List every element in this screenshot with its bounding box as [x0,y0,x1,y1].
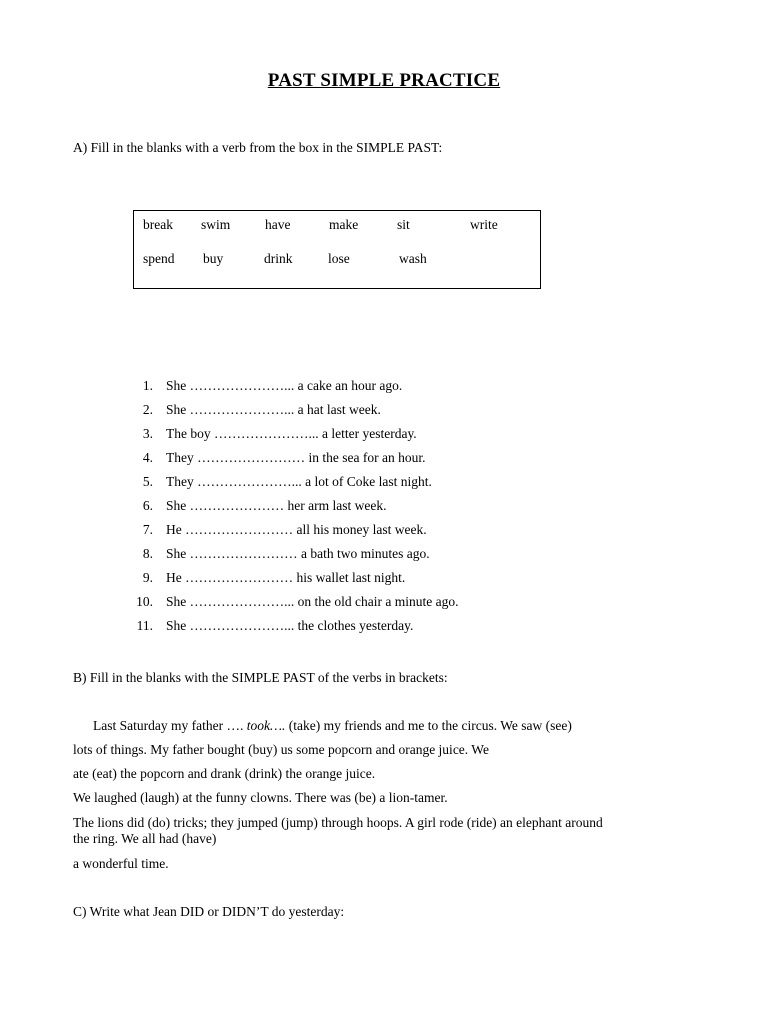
section-b-instruction: B) Fill in the blanks with the SIMPLE PAST of the verbs in brackets: [73,670,448,685]
verb-break: break [143,217,173,232]
item-number: 3. [142,426,153,441]
section-a-instruction: A) Fill in the blanks with a verb from the box in the SIMPLE PAST: [73,140,443,155]
item-text: She …………………... the clothes yesterday. [166,618,414,633]
verb-write: write [470,217,498,232]
item-text: She ………………… her arm last week. [166,498,387,513]
item-number: 10. [136,594,153,609]
verb-spend: spend [143,251,175,266]
verb-make: make [329,217,359,232]
item-text: She …………………... on the old chair a minute ago. [166,594,459,609]
story-line-1-post: (take) my friends and me to the circus. We saw (see) [285,718,572,733]
verb-have: have [265,217,291,232]
verb-swim: swim [201,217,231,232]
story-line-1 [93,718,572,734]
story-line-4: We laughed (laugh) at the funny clowns. There was (be) a lion-tamer. [73,790,448,805]
story-line-6: the ring. We all had (have) [73,831,217,846]
story-paragraph [73,716,693,876]
story-line-2: lots of things. My father bought (buy) us some popcorn and orange juice. We [73,742,489,757]
item-number: 8. [142,546,153,561]
page-title: PAST SIMPLE PRACTICE [267,70,501,91]
item-number: 1. [142,378,153,393]
story-line-1-pre: Last Saturday my father …. [93,718,247,733]
verb-wash: wash [399,251,427,266]
item-number: 9. [142,570,153,585]
section-c-instruction: C) Write what Jean DID or DIDN’T do yesterday: [73,904,345,919]
item-number: 4. [142,450,153,465]
verb-box [133,210,541,289]
item-text: She …………………... a cake an hour ago. [166,378,403,393]
item-text: She …………………… a bath two minutes ago. [166,546,430,561]
item-number: 6. [142,498,153,513]
verb-lose: lose [328,251,350,266]
item-text: They …………………... a lot of Coke last night. [166,474,432,489]
story-line-3: ate (eat) the popcorn and drank (drink) the orange juice. [73,766,376,781]
item-text: They …………………… in the sea for an hour. [166,450,426,465]
item-number: 5. [142,474,153,489]
story-line-5: The lions did (do) tricks; they jumped (jump) through hoops. A girl rode (ride) an elephant around [73,815,603,830]
answer-example: took…. [246,718,286,733]
verb-sit: sit [397,217,410,232]
verb-buy: buy [203,251,224,266]
verb-drink: drink [264,251,293,266]
item-number: 7. [142,522,153,537]
item-text: He …………………… all his money last week. [166,522,427,537]
item-text: He …………………… his wallet last night. [166,570,406,585]
item-number: 11. [136,618,153,633]
item-text: She …………………... a hat last week. [166,402,381,417]
item-text: The boy …………………... a letter yesterday. [166,426,417,441]
story-line-7: a wonderful time. [73,856,169,871]
item-number: 2. [142,402,153,417]
